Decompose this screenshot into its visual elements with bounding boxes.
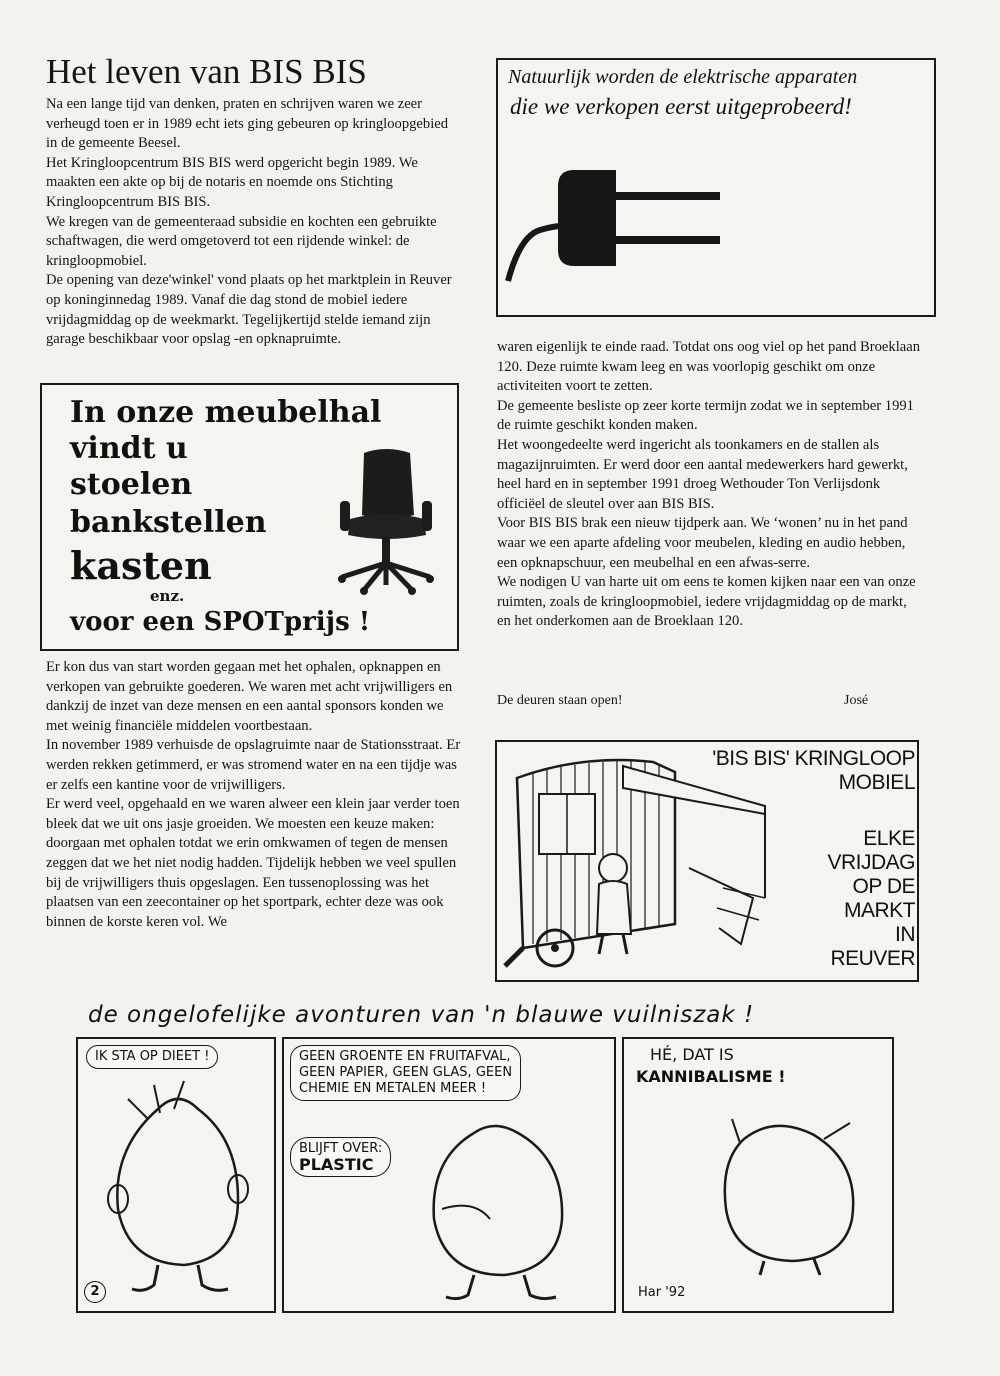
ad-headline: In onze meubelhal [70, 395, 382, 430]
bubble-line: CHEMIE EN METALEN MEER ! [299, 1081, 487, 1096]
paragraph: Er kon dus van start worden gegaan met het ophalen, opknappen en verkopen van gebruikte goederen. We waren met acht vrijwilligers en dankzij de inzet van deze mensen en een aantal sponsors konden we met weinig financiële middelen voortbestaan. [46, 659, 453, 734]
article-left-column-top [46, 95, 456, 350]
bubble-line: GEEN GROENTE EN FRUITAFVAL, [299, 1049, 511, 1064]
paragraph: Na een lange tijd van denken, praten en schrijven waren we zeer verheugd toen er in 1989 echt iets ging gebeuren op kringloopgebied in de gemeente Beesel. [46, 96, 449, 152]
electric-appliance-ad [496, 58, 936, 317]
panel-text: HÉ, DAT IS [650, 1045, 734, 1064]
mobiel-text: REUVER [830, 947, 915, 970]
paragraph: Er werd veel, opgehaald en we waren alweer een klein jaar verder toen bleek dat we uit ons jasje groeiden. We moesten een keuze maken: doorgaan met ophalen totdat we erin omkwamen of tegen de mensen zeggen dat we het niet nodig hadden. Tijdelijk hebben we veel spullen bij de vrijwilligers thuis opgeslagen. Een tussenoplossing was het plaatsen van een zeecontainer op het sportpark, echter deze was ook binnen de korste keren vol. We [46, 796, 460, 930]
paragraph: We kregen van de gemeenteraad subsidie en kochten een gebruikte schaftwagen, die werd omgetoverd tot een rijdende winkel: de kringloopmobiel. [46, 213, 437, 269]
ad-text: Natuurlijk worden de elektrische apparaten [508, 66, 858, 88]
mobiel-text: IN [895, 923, 915, 946]
office-chair-icon [324, 445, 444, 595]
ad-line: kasten [70, 543, 212, 588]
paragraph: Het woongedeelte werd ingericht als toonkamers en de stallen als magazijnruimten. Er werd door een aantal medewerkers hard gewerkt, heel hard en in september 1991 droeg Wethouder Ton Verlijsdonk officiëel de sleutel over aan BIS BIS. [497, 436, 908, 512]
ad-line: bankstellen [70, 505, 267, 540]
paragraph: Voor BIS BIS brak een nieuw tijdperk aan. We ‘wonen’ nu in het pand waar we een aparte afdeling voor meubelen, kleding en audio hebben, een opknapschuur, een meubelhal en een afwas-serre. [497, 515, 908, 571]
comic-panel-3 [622, 1037, 894, 1313]
speech-bubble-small [290, 1137, 391, 1177]
comic-panel-2 [282, 1037, 616, 1313]
artist-signature: Har '92 [638, 1285, 686, 1300]
paragraph: We nodigen U van harte uit om eens te komen kijken naar een van onze ruimten, zoals de kringloopmobiel, iedere vrijdagmiddag op de markt, en het onderkomen aan de Broeklaan 120. [497, 574, 916, 630]
bubble-line: GEEN PAPIER, GEEN GLAS, GEEN [299, 1065, 513, 1080]
bubble-line: BLIJFT OVER: [299, 1141, 383, 1156]
page-number: 2 [84, 1281, 106, 1303]
bubble-line: PLASTIC [299, 1155, 374, 1174]
paragraph: De gemeente besliste op zeer korte termijn zodat we in september 1991 de ruimte geschikt konden maken. [497, 397, 914, 434]
mobiel-text: ELKE [863, 827, 915, 850]
closing-row [497, 691, 877, 710]
paragraph: In november 1989 verhuisde de opslagruimte naar de Stationsstraat. Er werden rekken getimmerd, er was stromend water en na een tijdje was er zelfs een kantine voor de vrijwilligers. [46, 737, 461, 793]
ad-line: stoelen [70, 467, 193, 502]
article-left-column-bottom [46, 658, 462, 932]
mobiel-text: OP DE [852, 875, 915, 898]
paragraph: De opening van deze'winkel' vond plaats op het marktplein in Reuver op koninginnedag 1989. Vanaf die dag stond de mobiel iedere vrijdagmiddag op de weekmarkt. Tegelijkertijd stelde iemand zijn garage beschikbaar voor opslag -en opknapruimte. [46, 272, 452, 348]
paragraph: waren eigenlijk te einde raad. Totdat ons oog viel op het pand Broeklaan 120. Deze ruimte kwam leeg en was voorlopig geschikt om onze activiteiten voort te zetten. [497, 339, 921, 395]
ad-text: die we verkopen eerst uitgeprobeerd! [510, 94, 852, 119]
mobiel-heading: 'BIS BIS' KRINGLOOP [712, 747, 915, 770]
comic-title: de ongelofelijke avonturen van 'n blauwe vuilniszak ! [88, 1002, 755, 1028]
article-title: Het leven van BIS BIS [46, 52, 367, 91]
ad-line: vindt u [70, 431, 188, 466]
speech-bubble [290, 1045, 521, 1101]
mobiel-text: VRIJDAG [827, 851, 915, 874]
closing-line: De deuren staan open! [497, 693, 623, 708]
garbage-bag-drawing [674, 1099, 884, 1279]
garbage-bag-drawing [394, 1119, 594, 1307]
article-right-column [497, 338, 921, 632]
ad-line: enz. [150, 587, 185, 605]
comic-panel-1 [76, 1037, 276, 1313]
mobiel-heading: MOBIEL [838, 771, 915, 794]
furniture-ad [40, 383, 459, 651]
electric-plug-icon [498, 156, 738, 286]
speech-bubble: IK STA OP DIEET ! [86, 1045, 218, 1069]
ad-slogan: voor een SPOTprijs ! [70, 607, 371, 637]
mobiel-text: MARKT [844, 899, 915, 922]
panel-text: KANNIBALISME ! [636, 1067, 786, 1086]
author-name: José [844, 693, 869, 708]
paragraph: Het Kringloopcentrum BIS BIS werd opgericht begin 1989. We maakten een akte op bij de notaris en noemde ons Stichting Kringloopcentrum BIS BIS. [46, 154, 418, 210]
kringloop-mobiel-ad [495, 740, 919, 982]
caravan-illustration [503, 748, 773, 974]
garbage-bag-drawing [88, 1079, 264, 1305]
